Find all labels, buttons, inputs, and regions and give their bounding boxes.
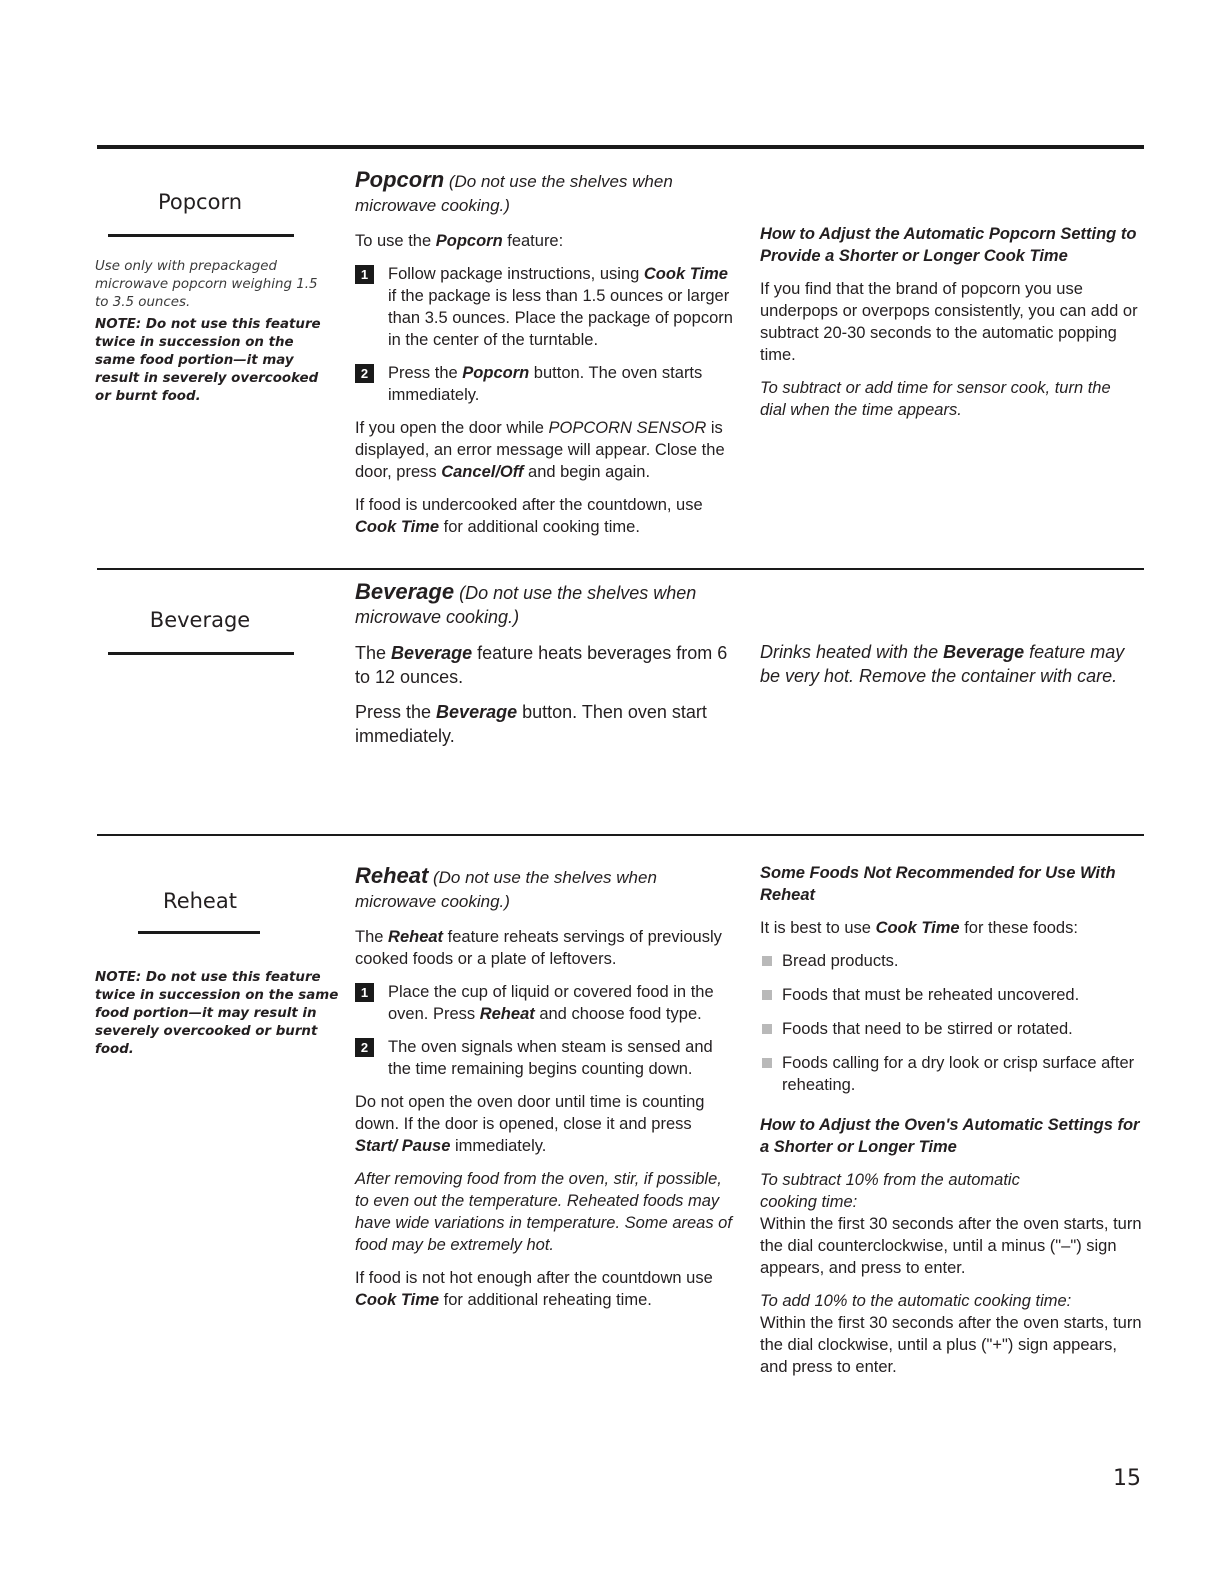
- reheat-not-hot-tip: If food is not hot enough after the countdown use Cook Time for additional reheating time.: [355, 1269, 713, 1309]
- beverage-main-column: [355, 580, 733, 759]
- popcorn-intro: To use the Popcorn feature:: [355, 232, 564, 250]
- reheat-side-note: [95, 969, 340, 1063]
- popcorn-door-warning: If you open the door while POPCORN SENSOR is displayed, an error message will appear. Close the door, press Cancel/Off and begin again.: [355, 419, 725, 481]
- beverage-description: The Beverage feature heats beverages from 6 to 12 ounces.: [355, 643, 728, 687]
- reheat-add-label: To add 10% to the automatic cooking time:: [760, 1292, 1072, 1310]
- popcorn-title-note: (Do not use the shelves when microwave cooking.): [355, 172, 673, 215]
- section-divider-beverage: [97, 568, 1144, 570]
- popcorn-side-underline: [108, 234, 294, 237]
- popcorn-warning-note: NOTE: Do not use this feature twice in succession on the same food portion—it may result in severely overcooked or burnt food.: [95, 317, 321, 404]
- reheat-side-underline: [138, 931, 260, 934]
- popcorn-adjust-text: If you find that the brand of popcorn you use underpops or overpops consistently, you can add or subtract 20-30 seconds to the automatic popping time.: [760, 280, 1138, 364]
- list-item: Bread products.: [760, 950, 1142, 972]
- reheat-step-2: 2 The oven signals when steam is sensed and the time remaining begins counting down.: [355, 1036, 733, 1080]
- reheat-add-text: Within the first 30 seconds after the oven starts, turn the dial clockwise, until a plus ("+") sign appears, and press to enter.: [760, 1314, 1142, 1376]
- list-item: Foods calling for a dry look or crisp surface after reheating.: [760, 1052, 1142, 1096]
- step-number-badge: 2: [355, 364, 374, 383]
- reheat-main-column: [355, 864, 733, 1322]
- reheat-not-recommended-heading: Some Foods Not Recommended for Use With Reheat: [760, 864, 1116, 904]
- beverage-heading: [355, 580, 733, 629]
- popcorn-adjust-note: To subtract or add time for sensor cook, turn the dial when the time appears.: [760, 379, 1111, 419]
- beverage-side-underline: [108, 652, 294, 655]
- reheat-intro: The Reheat feature reheats servings of previously cooked foods or a plate of leftovers.: [355, 928, 722, 968]
- beverage-caution-column: [760, 640, 1144, 699]
- popcorn-usage-note: Use only with prepackaged microwave popcorn weighing 1.5 to 3.5 ounces.: [95, 259, 318, 310]
- popcorn-main-column: [355, 168, 733, 549]
- reheat-door-warning: Do not open the oven door until time is counting down. If the door is opened, close it and press Start/ Pause immediately.: [355, 1093, 705, 1155]
- step-number-badge: 1: [355, 265, 374, 284]
- step-number-badge: 2: [355, 1038, 374, 1057]
- popcorn-side-note: [95, 258, 335, 410]
- list-item: Foods that need to be stirred or rotated.: [760, 1018, 1142, 1040]
- popcorn-heading: [355, 168, 733, 218]
- reheat-warning-note: NOTE: Do not use this feature twice in succession on the same food portion—it may result in severely overcooked or burnt food.: [95, 970, 339, 1057]
- popcorn-adjust-heading: How to Adjust the Automatic Popcorn Setting to Provide a Shorter or Longer Cook Time: [760, 225, 1137, 265]
- reheat-side-column: [760, 862, 1142, 1389]
- beverage-instruction: Press the Beverage button. Then oven start immediately.: [355, 702, 707, 746]
- popcorn-adjust-column: [760, 223, 1140, 432]
- beverage-side-title: Beverage: [149, 608, 251, 632]
- top-rule: [97, 145, 1144, 149]
- reheat-step-1: 1 Place the cup of liquid or covered food in the oven. Press Reheat and choose food type.: [355, 981, 733, 1025]
- popcorn-step-2: 2 Press the Popcorn button. The oven starts immediately.: [355, 362, 733, 406]
- reheat-subtract-text: Within the first 30 seconds after the oven starts, turn the dial counterclockwise, until a minus ("–") sign appears, and press to enter.: [760, 1215, 1142, 1277]
- section-divider-reheat: [97, 834, 1144, 836]
- reheat-side-title: Reheat: [163, 889, 237, 913]
- popcorn-side-title: Popcorn: [157, 190, 243, 214]
- page-number: 15: [1113, 1466, 1141, 1491]
- reheat-stir-note: After removing food from the oven, stir, if possible, to even out the temperature. Reheated foods may have wide variations in temperature. Some areas of food may be extremely hot.: [355, 1170, 732, 1254]
- reheat-title-note: (Do not use the shelves when microwave cooking.): [355, 868, 657, 911]
- reheat-heading: [355, 864, 733, 914]
- reheat-title: Reheat: [355, 863, 429, 888]
- reheat-not-recommended-intro: It is best to use Cook Time for these foods:: [760, 919, 1078, 937]
- reheat-subtract-label: To subtract 10% from the automatic cooking time:: [760, 1171, 1020, 1211]
- beverage-title-note: (Do not use the shelves when microwave cooking.): [355, 583, 697, 627]
- popcorn-title: Popcorn: [355, 167, 445, 192]
- list-item: Foods that must be reheated uncovered.: [760, 984, 1142, 1006]
- beverage-caution: Drinks heated with the Beverage feature may be very hot. Remove the container with care.: [760, 642, 1125, 686]
- popcorn-undercooked-tip: If food is undercooked after the countdown, use Cook Time for additional cooking time.: [355, 496, 703, 536]
- step-number-badge: 1: [355, 983, 374, 1002]
- beverage-title: Beverage: [355, 579, 455, 604]
- reheat-adjust-heading: How to Adjust the Oven's Automatic Settings for a Shorter or Longer Time: [760, 1116, 1140, 1156]
- popcorn-step-1: 1 Follow package instructions, using Cook Time if the package is less than 1.5 ounces or larger than 3.5 ounces. Place the package of popcorn in the center of the turntable.: [355, 263, 733, 351]
